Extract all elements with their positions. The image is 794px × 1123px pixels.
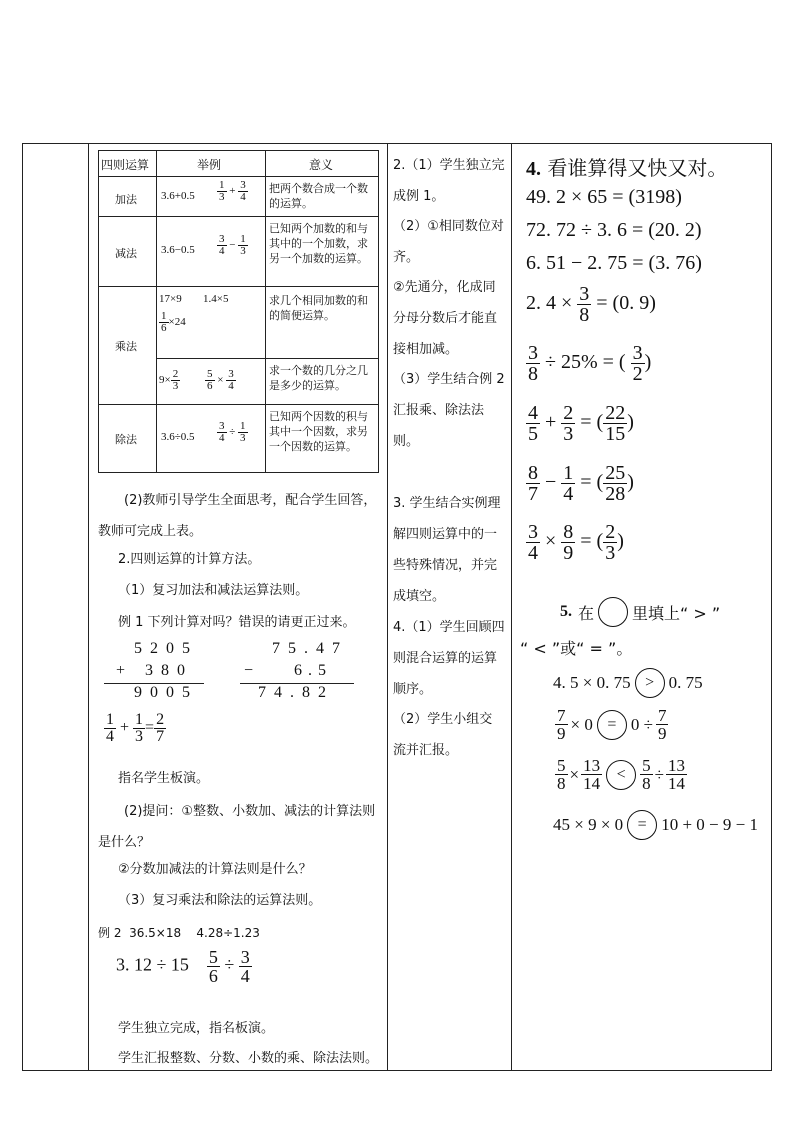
example-3-decimal: 3. 12 ÷ 15: [116, 954, 189, 975]
close-paren: ): [644, 351, 652, 374]
fraction-sum-example: [104, 712, 166, 745]
q4-line-7: [526, 463, 634, 504]
q4-line-6: [526, 403, 634, 444]
meaning-add: 把两个数合成一个数的运算。: [269, 182, 368, 210]
vertical-calc-2-top: 7 5 . 4 7: [272, 640, 342, 657]
header-meaning: 意义: [309, 158, 334, 172]
frac-num: 3: [240, 947, 250, 967]
equals-open: = (: [580, 530, 604, 553]
op-mul: 乘法: [115, 340, 137, 353]
mul-example-c: [159, 311, 186, 334]
outer-left-border: [22, 143, 23, 1071]
q5-number: 5.: [560, 603, 572, 620]
q4-line-3: 6. 51 − 2. 75 = (3. 76): [526, 252, 702, 274]
frac-den: 9: [563, 542, 574, 564]
col2-para-10: 学生独立完成，指名板演。: [118, 1021, 275, 1036]
col2-para-7: ②分数加减法的计算法则是什么？: [118, 862, 312, 877]
op-sign: ×: [569, 764, 580, 784]
col2-para-6: (2)提问：①整数、小数加、减法的计算法则是什么？: [98, 804, 376, 850]
compare-circle: <: [606, 760, 636, 790]
frac-num: 3: [219, 420, 225, 432]
frac-den: 6: [161, 322, 167, 334]
meaning-mul-1: 求几个相同加数的和的简便运算。: [269, 294, 368, 322]
frac-den: 4: [240, 191, 246, 203]
sub-example-decimal: 3.6−0.5: [161, 244, 195, 256]
frac-den: 3: [563, 423, 574, 445]
op-sign: −: [229, 239, 236, 252]
q4-line-5: [526, 343, 651, 384]
frac-den: 4: [219, 245, 225, 257]
frac-den: 14: [667, 774, 685, 793]
frac-den: 6: [208, 966, 218, 986]
frac-den: 8: [579, 304, 590, 326]
compare-2: [555, 707, 668, 742]
frac-num: 3: [219, 233, 225, 245]
frac-num: 1: [135, 711, 144, 728]
frac-num: 2: [563, 402, 574, 424]
plus-sign: +: [120, 719, 130, 737]
example-3: [116, 948, 252, 985]
mul-tail: ×24: [168, 316, 186, 329]
div-example-fraction: [217, 421, 248, 444]
header-example: 举例: [197, 158, 222, 172]
meaning-div: 已知两个因数的积与其中一个因数，求另一个因数的运算。: [269, 410, 368, 453]
col3-b: （2）①相同数位对齐。: [393, 219, 504, 265]
frac-den: 4: [528, 542, 538, 564]
table-row-line: [99, 286, 378, 287]
mul-prefix: 9×: [159, 374, 171, 387]
frac-den: 6: [207, 380, 213, 392]
compare-left: 4. 5 × 0. 75: [553, 673, 631, 692]
frac-den: 9: [657, 724, 667, 743]
frac-num: 3: [528, 342, 538, 364]
frac-num: 5: [207, 368, 213, 380]
vertical-calc-1-top: 5 2 0 5: [134, 640, 192, 657]
frac-num: 2: [156, 711, 165, 728]
q4-line-8: [526, 522, 624, 563]
add-example-fraction: [217, 180, 248, 203]
div-sign: ÷: [224, 954, 235, 975]
op-add: 加法: [115, 193, 137, 206]
compare-mid: × 0: [570, 714, 593, 734]
frac-num: 5: [642, 756, 651, 775]
frac-num: 1: [240, 233, 246, 245]
op-sign: −: [545, 471, 557, 494]
expr-result: = (0. 9): [596, 292, 656, 315]
mul-example-b: 1.4×5: [203, 293, 229, 305]
op-sign: +: [545, 411, 557, 434]
col2-para-11: 学生汇报整数、分数、小数的乘、除法法则。: [118, 1051, 379, 1066]
frac-den: 4: [106, 728, 114, 745]
frac-den: 4: [219, 432, 225, 444]
table-col-line: [156, 151, 157, 472]
table-row-line: [99, 216, 378, 217]
frac-num: 13: [583, 756, 601, 775]
mul-example-d: [159, 369, 180, 392]
compare-right: 0. 75: [668, 673, 703, 692]
q5-text-a: 在: [578, 603, 595, 623]
frac-num: 1: [240, 420, 246, 432]
frac-num: 22: [605, 402, 626, 424]
header-op: 四则运算: [101, 158, 150, 172]
frac-den: 7: [156, 728, 165, 745]
table-col-line: [265, 151, 266, 472]
frac-num: 2: [172, 368, 179, 380]
outer-top-border: [22, 143, 772, 144]
table-row-line: [99, 176, 378, 177]
add-example-decimal: 3.6+0.5: [161, 190, 195, 202]
frac-den: 5: [528, 423, 538, 445]
frac-num: 5: [557, 756, 566, 775]
frac-num: 3: [579, 283, 590, 305]
col2-para-4: 例 1 下列计算对吗？错误的请更正过来。: [118, 615, 356, 630]
q5-text-c: “ < ”或“ = ”。: [520, 639, 633, 658]
outer-bottom-border: [22, 1070, 772, 1071]
frac-den: 14: [583, 774, 601, 793]
compare-circle: =: [627, 810, 657, 840]
frac-num: 7: [657, 706, 667, 725]
frac-num: 5: [208, 947, 218, 967]
meaning-sub: 已知两个加数的和与其中的一个加数，求另一个加数的运算。: [269, 222, 368, 265]
compare-circle: >: [635, 668, 665, 698]
meaning-mul-2: 求一个数的几分之几是多少的运算。: [269, 364, 368, 392]
frac-num: 7: [557, 706, 566, 725]
col-divider-3: [511, 143, 512, 1071]
op-sign: ×: [545, 530, 557, 553]
q5-title: [560, 597, 720, 627]
col3-a: 2.（1）学生独立完成例 1。: [393, 158, 505, 204]
frac-num: 25: [605, 462, 626, 484]
compare-right: 10 + 0 − 9 − 1: [661, 815, 758, 834]
col3-f: 4.（1）学生回顾四则混合运算的运算顺序。: [393, 620, 505, 697]
op-sign: ÷: [654, 764, 664, 784]
mul-example-e: [205, 369, 236, 392]
q4-line-4: [526, 284, 656, 325]
frac-den: 8: [528, 363, 538, 385]
vertical-calc-1-mid: + 3 8 0: [116, 662, 188, 679]
compare-left: 45 × 9 × 0: [553, 815, 624, 834]
equals-open: = (: [580, 411, 604, 434]
frac-num: 3: [240, 179, 246, 191]
frac-num: 1: [563, 462, 574, 484]
div-example-decimal: 3.6÷0.5: [161, 431, 195, 443]
q4-number: 4.: [526, 158, 541, 180]
frac-num: 1: [219, 179, 225, 191]
col2-para-9: 例 2 36.5×18 4.28÷1.23: [98, 926, 260, 940]
frac-den: 3: [219, 191, 225, 203]
col2-para-3: （1）复习加法和减法运算法则。: [118, 583, 309, 598]
compare-circle: =: [597, 710, 627, 740]
frac-den: 7: [528, 483, 538, 505]
vertical-calc-1-bottom: 9 0 0 5: [134, 684, 192, 701]
op-sign: +: [229, 185, 236, 198]
compare-4: [553, 810, 758, 840]
op-sub: 减法: [115, 247, 137, 260]
frac-num: 8: [528, 462, 538, 484]
frac-den: 3: [172, 380, 179, 392]
vertical-calc-2-bottom: 7 4 . 8 2: [258, 684, 328, 701]
sub-example-fraction: [217, 234, 248, 257]
frac-num: 3: [528, 521, 538, 543]
col3-e: 3. 学生结合实例理解四则运算中的一些特殊情况，并完成填空。: [393, 496, 501, 604]
operations-table: [98, 150, 379, 473]
table-row-line: [156, 358, 378, 359]
frac-num: 1: [106, 711, 114, 728]
frac-den: 9: [557, 724, 566, 743]
q4-title-text: 看谁算得又快又对。: [547, 156, 728, 180]
q4-title: [526, 152, 727, 181]
compare-1: [553, 668, 703, 698]
frac-den: 28: [605, 483, 626, 505]
frac-num: 13: [667, 756, 685, 775]
vertical-calc-2-mid: − 6 . 5: [244, 662, 328, 679]
q4-line-1: 49. 2 × 65 = (3198): [526, 186, 682, 208]
expr-prefix: 2. 4 ×: [526, 292, 573, 315]
close-paren: ): [627, 411, 634, 434]
frac-den: 8: [557, 774, 566, 793]
empty-circle-icon: [598, 597, 628, 627]
frac-den: 4: [240, 966, 250, 986]
col2-para-2: 2.四则运算的计算方法。: [118, 552, 261, 567]
frac-num: 8: [563, 521, 574, 543]
op-sign: ÷: [229, 426, 236, 439]
frac-num: 3: [228, 368, 234, 380]
outer-right-border: [771, 143, 772, 1071]
close-paren: ): [627, 471, 634, 494]
q4-line-2: 72. 72 ÷ 3. 6 = (20. 2): [526, 219, 702, 241]
frac-den: 3: [605, 542, 616, 564]
frac-den: 15: [605, 423, 626, 445]
compare-right: 0 ÷: [630, 714, 653, 734]
frac-num: 2: [605, 521, 616, 543]
col3-d: （3）学生结合例 2 汇报乘、除法法则。: [393, 372, 505, 449]
col2-para-5: 指名学生板演。: [118, 771, 210, 786]
col2-para-8: （3）复习乘法和除法的运算法则。: [118, 893, 322, 908]
col-divider-1: [88, 143, 89, 1071]
compare-3: [555, 757, 687, 792]
expr-mid: ÷ 25% = (: [545, 351, 626, 374]
frac-den: 3: [240, 245, 246, 257]
frac-den: 3: [240, 432, 246, 444]
equals-sign: =: [145, 719, 155, 737]
frac-den: 3: [135, 728, 144, 745]
col-divider-2: [387, 143, 388, 1071]
col2-para-1: (2)教师引导学生全面思考，配合学生回答，教师可完成上表。: [98, 493, 377, 539]
equals-open: = (: [580, 471, 604, 494]
close-paren: ): [617, 530, 624, 553]
frac-den: 8: [642, 774, 651, 793]
table-row-line: [99, 404, 378, 405]
frac-num: 4: [528, 402, 538, 424]
q5-text-b: 里填上“ > ”: [632, 603, 721, 623]
col3-c: ②先通分，化成同分母分数后才能直接相加减。: [393, 280, 498, 357]
frac-den: 4: [228, 380, 234, 392]
col3-g: （2）学生小组交流并汇报。: [393, 712, 493, 758]
mul-example-a: 17×9: [159, 293, 182, 305]
frac-den: 4: [563, 483, 574, 505]
op-div: 除法: [115, 433, 137, 446]
frac-num: 3: [632, 342, 643, 364]
op-sign: ×: [217, 374, 224, 387]
frac-den: 2: [632, 363, 643, 385]
frac-num: 1: [161, 310, 167, 322]
